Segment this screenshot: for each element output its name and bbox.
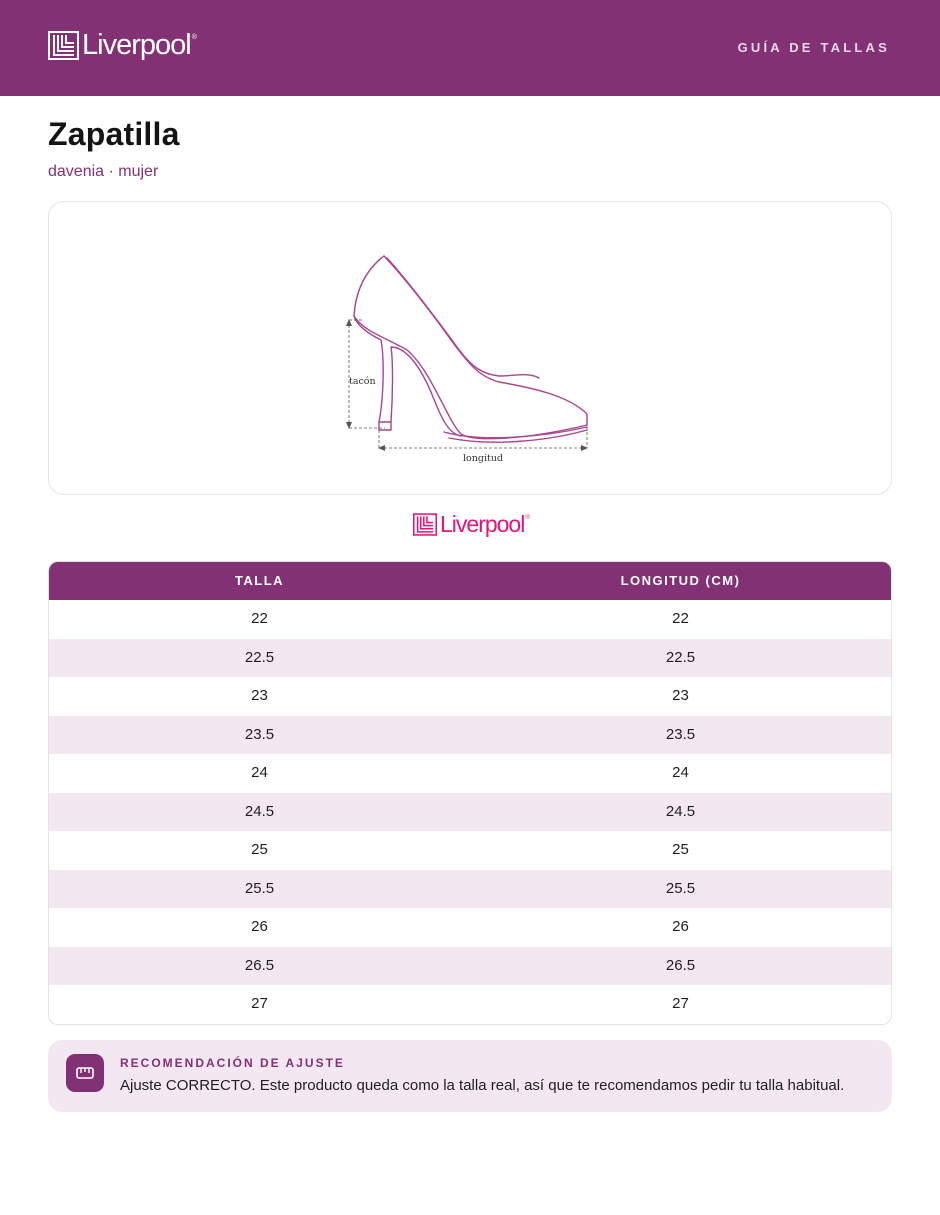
length-cell: 24 <box>672 764 689 781</box>
size-cell: 27 <box>251 995 268 1012</box>
size-cell: 24.5 <box>244 802 275 820</box>
size-cell: 26 <box>251 918 268 935</box>
table-row <box>49 908 891 947</box>
fit-recommendation-card <box>48 1040 892 1112</box>
size-cell: 25 <box>251 841 268 858</box>
size-cell: 25.5 <box>244 879 275 897</box>
column-header-length: LONGITUD (CM) <box>620 573 741 588</box>
column-header-size: TALLA <box>234 573 285 588</box>
recommendation-text: Ajuste CORRECTO. Este producto queda como la talla real, así que te recomendamos pedir tu talla habitual. <box>120 1077 845 1094</box>
size-guide-link[interactable]: GUÍA DE TALLAS <box>737 40 890 55</box>
table-row <box>49 600 891 639</box>
watermark-registered-mark: ® <box>525 515 530 521</box>
liverpool-watermark-text: Liverpool <box>440 511 525 537</box>
recommendation-title: RECOMENDACIÓN DE AJUSTE <box>120 1056 345 1070</box>
table-row <box>49 639 891 678</box>
product-subtitle: davenia · mujer <box>48 163 159 180</box>
liverpool-logo-text: Liverpool <box>82 29 191 61</box>
length-cell: 22 <box>672 610 689 627</box>
length-cell: 24.5 <box>665 802 696 820</box>
liverpool-logo-mark-icon <box>48 31 79 60</box>
shoe-measure-diagram <box>339 252 649 472</box>
shoe-diagram-card <box>48 201 892 495</box>
heel-label: tacón <box>349 376 376 387</box>
length-cell: 25 <box>672 841 689 858</box>
table-body <box>49 600 891 1024</box>
size-cell: 22 <box>251 610 268 627</box>
size-cell: 26.5 <box>244 956 275 974</box>
liverpool-watermark-mark-icon <box>413 513 437 536</box>
length-cell: 26 <box>672 918 689 935</box>
table-row <box>49 831 891 870</box>
table-row <box>49 754 891 793</box>
liverpool-watermark-logo <box>413 512 530 536</box>
size-cell: 24 <box>251 764 268 781</box>
page-title: Zapatilla <box>48 116 180 152</box>
size-table <box>48 561 892 1025</box>
liverpool-logo[interactable] <box>48 30 197 60</box>
table-row <box>49 677 891 716</box>
length-cell: 25.5 <box>665 879 696 897</box>
length-cell: 23 <box>672 687 689 704</box>
size-cell: 23.5 <box>244 725 275 743</box>
size-cell: 22.5 <box>244 648 275 666</box>
table-row <box>49 716 891 755</box>
length-cell: 26.5 <box>665 956 696 974</box>
length-cell: 27 <box>672 995 689 1012</box>
page-header <box>0 0 940 96</box>
table-row <box>49 870 891 909</box>
table-row <box>49 793 891 832</box>
length-cell: 22.5 <box>665 648 696 666</box>
registered-mark: ® <box>191 34 197 41</box>
table-row <box>49 985 891 1024</box>
table-header <box>49 562 891 600</box>
size-cell: 23 <box>251 687 268 704</box>
table-row <box>49 947 891 986</box>
ruler-icon <box>66 1054 104 1092</box>
length-cell: 23.5 <box>665 725 696 743</box>
length-label: longitud <box>463 453 504 464</box>
